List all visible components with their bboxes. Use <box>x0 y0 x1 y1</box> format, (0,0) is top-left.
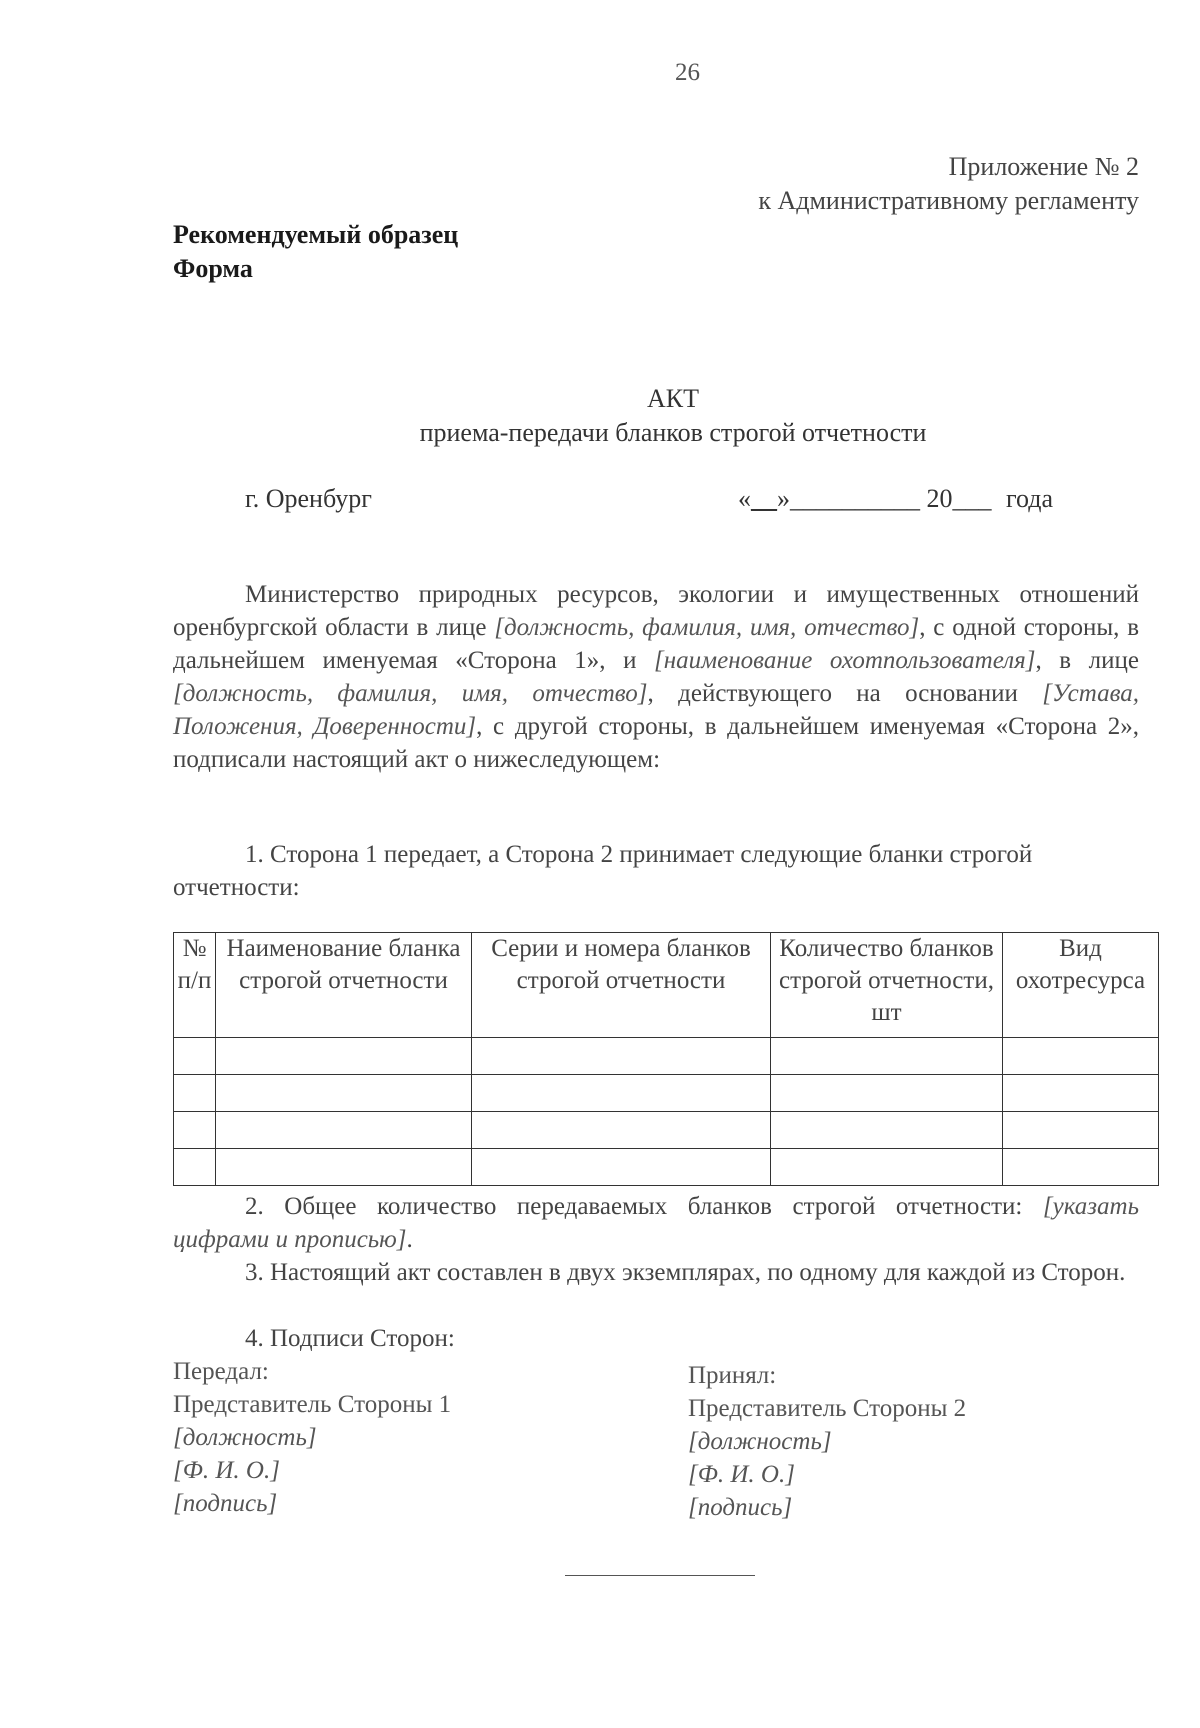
table-cell[interactable] <box>174 1112 216 1149</box>
signature-left <box>173 1355 451 1520</box>
left-representative: Представитель Стороны 1 <box>173 1391 452 1418</box>
header-resource-type: Вид охотресурса <box>1003 933 1159 1038</box>
header-series-numbers: Серии и номера бланков строгой отчетности <box>472 933 771 1038</box>
date-year-blank: ___ <box>952 484 992 513</box>
right-signature: [подпись] <box>688 1494 793 1521</box>
header-quantity: Количество бланков строгой отчетности, шт <box>771 933 1003 1038</box>
date-close-quote: » <box>777 484 790 513</box>
left-fio: [Ф. И. О.] <box>173 1457 280 1484</box>
table-cell[interactable] <box>174 1075 216 1112</box>
table-cell[interactable] <box>771 1112 1003 1149</box>
table-cell[interactable] <box>174 1149 216 1186</box>
table-cell[interactable] <box>1003 1075 1159 1112</box>
clause-3: 3. Настоящий акт составлен в двух экземплярах, по одному для каждой из Сторон. <box>245 1259 1126 1286</box>
table-cell[interactable] <box>174 1038 216 1075</box>
left-signature: [подпись] <box>173 1490 278 1517</box>
table-row <box>174 1149 1159 1186</box>
clause-2-italic: [указать цифрами и прописью] <box>173 1193 1139 1253</box>
place: г. Оренбург <box>245 484 372 513</box>
preamble-italic-1: [должность, фамилия, имя, отчество] <box>494 614 920 641</box>
preamble-italic-3: [должность, фамилия, имя, отчество] <box>173 680 648 707</box>
sample-label-block <box>173 218 458 286</box>
header-blank-name: Наименование бланка строгой отчетности <box>216 933 472 1038</box>
preamble-text-3: , в лице <box>1035 647 1139 674</box>
clause-2-text: 2. Общее количество передаваемых бланков строгой отчетности: <box>245 1193 1043 1220</box>
right-fio: [Ф. И. О.] <box>688 1461 795 1488</box>
table-cell[interactable] <box>771 1149 1003 1186</box>
page-number: 26 <box>675 59 700 86</box>
table-cell[interactable] <box>216 1075 472 1112</box>
appendix-line-2: к Административному регламенту <box>758 186 1139 215</box>
preamble-text-1: Министерство природных ресурсов, экологии и имущественных отношений оренбургской области в лице <box>173 581 1139 641</box>
preamble-text-2: , с одной стороны, в дальнейшем именуемая «Сторона 1», и <box>173 614 1139 674</box>
title-subtitle: приема-передачи бланков строгой отчетности <box>419 418 927 447</box>
clause-4: 4. Подписи Сторон: <box>245 1325 455 1352</box>
preamble-text-4: , действующего на основании <box>647 680 1043 707</box>
table-cell[interactable] <box>771 1038 1003 1075</box>
table-cell[interactable] <box>216 1038 472 1075</box>
header-number: № п/п <box>174 933 216 1038</box>
sample-label: Рекомендуемый образец <box>173 220 459 249</box>
table-cell[interactable] <box>472 1038 771 1075</box>
document-title <box>173 382 1173 450</box>
date-open-quote: « <box>738 484 751 513</box>
left-position: [должность] <box>173 1424 317 1451</box>
date-month-blank: __________ <box>790 484 920 513</box>
table-header-row <box>174 933 1159 1038</box>
date-year-word: года <box>1006 484 1054 513</box>
table-cell[interactable] <box>771 1075 1003 1112</box>
left-role: Передал: <box>173 1358 269 1385</box>
table-cell[interactable] <box>216 1112 472 1149</box>
title-akt: АКТ <box>647 384 699 413</box>
table-row <box>174 1112 1159 1149</box>
end-divider <box>565 1575 755 1576</box>
table-cell[interactable] <box>472 1149 771 1186</box>
table-cell[interactable] <box>472 1112 771 1149</box>
signature-right <box>688 1359 966 1524</box>
clause-1: 1. Сторона 1 передает, а Сторона 2 принимает следующие бланки строгой отчетности: <box>173 841 1033 901</box>
table-cell[interactable] <box>1003 1038 1159 1075</box>
appendix-line-1: Приложение № 2 <box>948 152 1139 181</box>
clause-2 <box>173 1190 1139 1256</box>
clause-2-end: . <box>406 1226 413 1253</box>
table-cell[interactable] <box>1003 1112 1159 1149</box>
right-representative: Представитель Стороны 2 <box>688 1395 967 1422</box>
date-year-prefix: 20 <box>926 484 953 513</box>
preamble-paragraph <box>173 578 1139 776</box>
table-row <box>174 1038 1159 1075</box>
appendix-block <box>758 150 1139 218</box>
right-role: Принял: <box>688 1362 777 1389</box>
table-cell[interactable] <box>472 1075 771 1112</box>
table-cell[interactable] <box>1003 1149 1159 1186</box>
right-position: [должность] <box>688 1428 832 1455</box>
date-line <box>738 482 1053 516</box>
table-cell[interactable] <box>216 1149 472 1186</box>
preamble-italic-2: [наименование охотпользователя] <box>654 647 1036 674</box>
form-label: Форма <box>173 254 253 283</box>
date-day-blank: __ <box>751 484 777 513</box>
table-row <box>174 1075 1159 1112</box>
preamble-italic-4: [Устава, Положения, Доверенности] <box>173 680 1139 740</box>
preamble-text-5: , с другой стороны, в дальнейшем именуемая «Сторона 2», подписали настоящий акт о нижеследующем: <box>173 713 1139 773</box>
blanks-table <box>173 932 1159 1186</box>
